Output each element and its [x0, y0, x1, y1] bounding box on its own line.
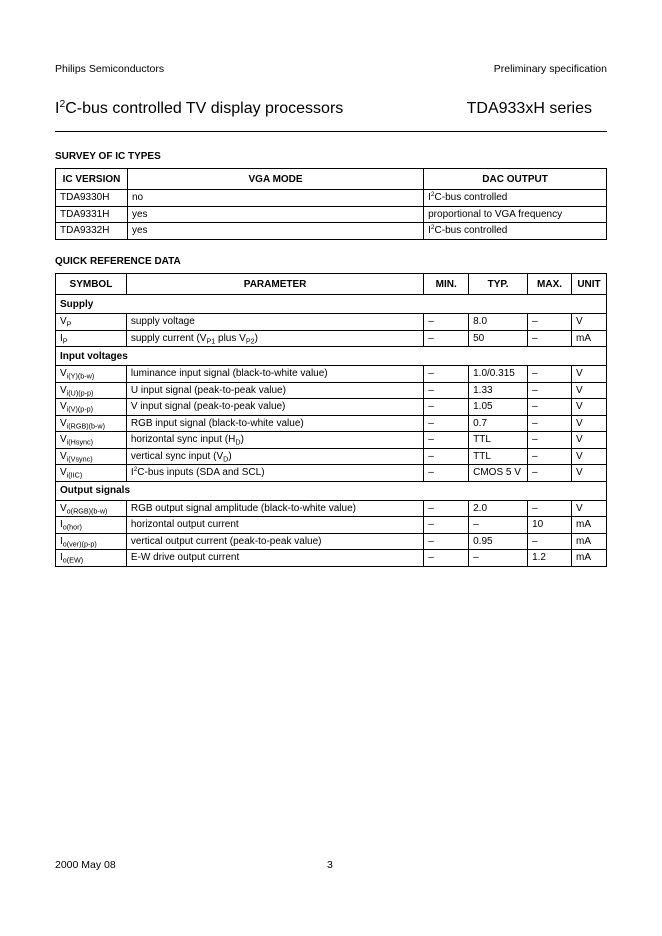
- group-row: [56, 347, 607, 366]
- vga-mode-cell: yes: [127, 206, 423, 223]
- unit-cell: V: [572, 415, 607, 432]
- column-header: UNIT: [572, 274, 607, 295]
- symbol-cell: $V_{i(Hsync)}$: [56, 432, 127, 449]
- survey-header-row: [56, 169, 607, 190]
- table-row: [56, 517, 607, 534]
- unit-cell: mA: [572, 533, 607, 550]
- symbol-cell: $V_{i(Vsync)}$: [56, 448, 127, 465]
- symbol-cell: $I_P$: [56, 330, 127, 347]
- parameter-cell: V input signal (peak-to-peak value): [126, 399, 423, 416]
- min-cell: –: [424, 330, 469, 347]
- document-type: Preliminary specification: [493, 63, 607, 75]
- vga-mode-cell: no: [127, 190, 423, 207]
- max-cell: –: [528, 465, 572, 482]
- unit-cell: V: [572, 366, 607, 383]
- symbol-cell: $V_{i(Y)(b-w)}$: [56, 366, 127, 383]
- symbol-cell: $I_{o(EW)}$: [56, 550, 127, 567]
- company-name: Philips Semiconductors: [55, 63, 165, 75]
- min-cell: –: [424, 415, 469, 432]
- typ-cell: 1.33: [469, 382, 528, 399]
- title-sup: 2: [59, 98, 66, 110]
- unit-cell: V: [572, 399, 607, 416]
- unit-cell: V: [572, 314, 607, 331]
- min-cell: –: [424, 465, 469, 482]
- table-row: [56, 500, 607, 517]
- group-row: [56, 481, 607, 500]
- symbol-cell: $I_{o(hor)}$: [56, 517, 127, 534]
- min-cell: –: [424, 314, 469, 331]
- max-cell: –: [528, 432, 572, 449]
- typ-cell: CMOS 5 V: [469, 465, 528, 482]
- parameter-cell: vertical sync input $(V_D)$: [126, 448, 423, 465]
- dac-output-cell: $I^2C$-bus controlled: [424, 223, 607, 240]
- min-cell: –: [424, 366, 469, 383]
- survey-table: [55, 168, 607, 240]
- max-cell: 10: [528, 517, 572, 534]
- typ-cell: 2.0: [469, 500, 528, 517]
- header-rule: [55, 131, 607, 132]
- table-row: [56, 223, 607, 240]
- typ-cell: –: [469, 517, 528, 534]
- group-row: [56, 295, 607, 314]
- parameter-cell: luminance input signal (black-to-white value): [126, 366, 423, 383]
- typ-cell: TTL: [469, 448, 528, 465]
- typ-cell: TTL: [469, 432, 528, 449]
- max-cell: –: [528, 500, 572, 517]
- max-cell: –: [528, 330, 572, 347]
- ic-version-cell: TDA9331H: [56, 206, 128, 223]
- parameter-cell: horizontal output current: [126, 517, 423, 534]
- ic-version-cell: TDA9330H: [56, 190, 128, 207]
- parameter-cell: RGB input signal (black-to-white value): [126, 415, 423, 432]
- symbol-cell: $V_{i(IIC)}$: [56, 465, 127, 482]
- parameter-cell: RGB output signal amplitude (black-to-white value): [126, 500, 423, 517]
- column-header: IC VERSION: [56, 169, 128, 190]
- table-row: [56, 448, 607, 465]
- group-label: Input voltages: [56, 347, 607, 366]
- table-row: [56, 206, 607, 223]
- max-cell: –: [528, 533, 572, 550]
- column-header: MIN.: [424, 274, 469, 295]
- table-row: [56, 465, 607, 482]
- ic-version-cell: TDA9332H: [56, 223, 128, 240]
- unit-cell: V: [572, 465, 607, 482]
- unit-cell: V: [572, 500, 607, 517]
- max-cell: –: [528, 399, 572, 416]
- table-row: [56, 190, 607, 207]
- typ-cell: 0.95: [469, 533, 528, 550]
- table-row: [56, 382, 607, 399]
- group-label: Supply: [56, 295, 607, 314]
- min-cell: –: [424, 533, 469, 550]
- qrd-heading: QUICK REFERENCE DATA: [55, 256, 181, 267]
- typ-cell: 1.05: [469, 399, 528, 416]
- max-cell: 1.2: [528, 550, 572, 567]
- parameter-cell: $I^2C$-bus inputs (SDA and SCL): [126, 465, 423, 482]
- table-row: [56, 533, 607, 550]
- symbol-cell: $V_{i(RGB)(b-w)}$: [56, 415, 127, 432]
- title-rest: C-bus controlled TV display processors: [65, 100, 344, 117]
- unit-cell: mA: [572, 517, 607, 534]
- qrd-table: [55, 273, 607, 567]
- parameter-cell: horizontal sync input $(H_D)$: [126, 432, 423, 449]
- parameter-cell: vertical output current (peak-to-peak value): [126, 533, 423, 550]
- max-cell: –: [528, 382, 572, 399]
- symbol-cell: $I_{o(ver)(p-p)}$: [56, 533, 127, 550]
- column-header: MAX.: [528, 274, 572, 295]
- column-header: PARAMETER: [126, 274, 423, 295]
- series-name: TDA933xH series: [466, 100, 592, 117]
- page-number: 3: [327, 859, 333, 871]
- typ-cell: 1.0/0.315: [469, 366, 528, 383]
- survey-heading: SURVEY OF IC TYPES: [55, 151, 161, 162]
- unit-cell: V: [572, 432, 607, 449]
- typ-cell: –: [469, 550, 528, 567]
- max-cell: –: [528, 448, 572, 465]
- table-row: [56, 550, 607, 567]
- dac-output-cell: proportional to VGA frequency: [424, 206, 607, 223]
- column-header: SYMBOL: [56, 274, 127, 295]
- table-row: [56, 399, 607, 416]
- typ-cell: 0.7: [469, 415, 528, 432]
- symbol-cell: $V_P$: [56, 314, 127, 331]
- min-cell: –: [424, 500, 469, 517]
- footer-date: 2000 May 08: [55, 859, 116, 871]
- unit-cell: V: [572, 382, 607, 399]
- column-header: DAC OUTPUT: [424, 169, 607, 190]
- parameter-cell: U input signal (peak-to-peak value): [126, 382, 423, 399]
- min-cell: –: [424, 550, 469, 567]
- document-title: [55, 100, 343, 118]
- table-row: [56, 330, 607, 347]
- typ-cell: 8.0: [469, 314, 528, 331]
- unit-cell: V: [572, 448, 607, 465]
- symbol-cell: $V_{o(RGB)(b-w)}$: [56, 500, 127, 517]
- title-prefix: I: [55, 100, 60, 117]
- column-header: TYP.: [469, 274, 528, 295]
- min-cell: –: [424, 399, 469, 416]
- table-row: [56, 415, 607, 432]
- group-label: Output signals: [56, 481, 607, 500]
- column-header: VGA MODE: [127, 169, 423, 190]
- parameter-cell: E-W drive output current: [126, 550, 423, 567]
- qrd-header-row: [56, 274, 607, 295]
- table-row: [56, 432, 607, 449]
- symbol-cell: $V_{i(V)(p-p)}$: [56, 399, 127, 416]
- unit-cell: mA: [572, 330, 607, 347]
- vga-mode-cell: yes: [127, 223, 423, 240]
- unit-cell: mA: [572, 550, 607, 567]
- min-cell: –: [424, 517, 469, 534]
- typ-cell: 50: [469, 330, 528, 347]
- table-row: [56, 366, 607, 383]
- max-cell: –: [528, 314, 572, 331]
- max-cell: –: [528, 366, 572, 383]
- dac-output-cell: $I^2C$-bus controlled: [424, 190, 607, 207]
- symbol-cell: $V_{i(U)(p-p)}$: [56, 382, 127, 399]
- min-cell: –: [424, 432, 469, 449]
- table-row: [56, 314, 607, 331]
- min-cell: –: [424, 448, 469, 465]
- parameter-cell: supply voltage: [126, 314, 423, 331]
- parameter-cell: supply current ($V_{P1}$ plus $V_{P2}$): [126, 330, 423, 347]
- min-cell: –: [424, 382, 469, 399]
- max-cell: –: [528, 415, 572, 432]
